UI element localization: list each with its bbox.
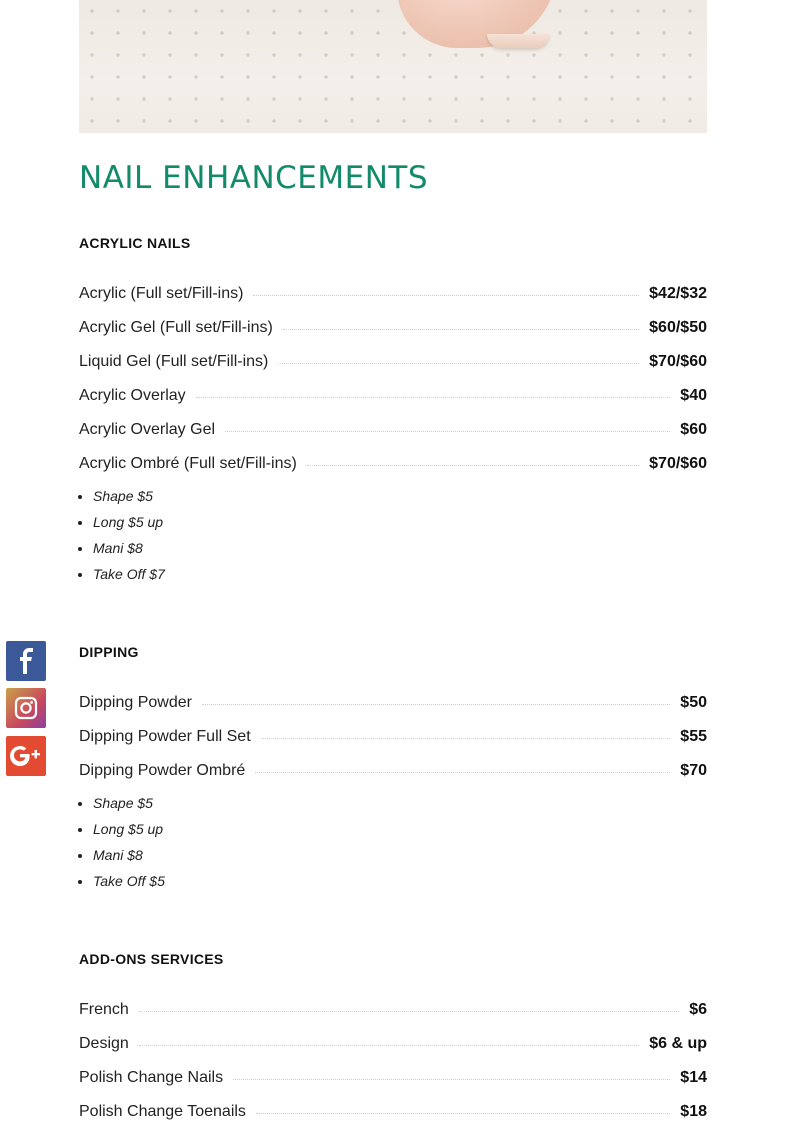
service-name: Dipping Powder Ombré	[79, 762, 246, 779]
dotted-leader	[139, 1011, 679, 1012]
service-price: $6 & up	[649, 1035, 707, 1052]
category-title: ACRYLIC NAILS	[79, 235, 191, 251]
service-name: Acrylic (Full set/Fill-ins)	[79, 285, 244, 302]
price-list	[79, 686, 707, 788]
price-row	[79, 311, 707, 345]
dotted-leader	[253, 295, 639, 296]
service-name: French	[79, 1001, 129, 1018]
service-name: Dipping Powder Full Set	[79, 728, 251, 745]
service-name: Liquid Gel (Full set/Fill-ins)	[79, 353, 269, 370]
price-row	[79, 720, 707, 754]
dotted-leader	[202, 704, 670, 705]
category-add-ons	[79, 949, 707, 1129]
hero-image	[79, 0, 707, 133]
list-item: • Take Off $5	[93, 868, 707, 894]
category-acrylic-nails	[79, 233, 707, 587]
dotted-leader	[225, 431, 670, 432]
price-row	[79, 1027, 707, 1061]
service-price: $18	[680, 1103, 707, 1120]
service-price: $60/$50	[649, 319, 707, 336]
list-item: • Shape $5	[93, 483, 707, 509]
price-row	[79, 686, 707, 720]
price-row	[79, 1095, 707, 1129]
service-name: Dipping Powder	[79, 694, 192, 711]
instagram-icon	[14, 696, 38, 720]
list-item: • Take Off $7	[93, 561, 707, 587]
list-item: • Long $5 up	[93, 509, 707, 535]
section-title: NAIL ENHANCEMENTS	[79, 160, 429, 196]
dotted-leader	[256, 1113, 670, 1114]
price-row	[79, 413, 707, 447]
price-row	[79, 379, 707, 413]
service-name: Acrylic Overlay	[79, 387, 186, 404]
service-price: $40	[680, 387, 707, 404]
dotted-leader	[307, 465, 639, 466]
google-plus-icon	[10, 745, 42, 767]
instagram-link[interactable]	[6, 688, 46, 728]
dotted-leader	[283, 329, 639, 330]
service-price: $42/$32	[649, 285, 707, 302]
service-name: Polish Change Nails	[79, 1069, 224, 1086]
category-title: DIPPING	[79, 644, 139, 660]
service-name: Polish Change Toenails	[79, 1103, 246, 1120]
category-title: ADD-ONS SERVICES	[79, 951, 224, 967]
dotted-leader	[233, 1079, 670, 1080]
dotted-leader	[139, 1045, 639, 1046]
price-row	[79, 447, 707, 481]
dotted-leader	[196, 397, 671, 398]
service-price: $70/$60	[649, 353, 707, 370]
fabric-texture	[79, 0, 707, 133]
list-item: • Long $5 up	[93, 816, 707, 842]
service-name: Design	[79, 1035, 129, 1052]
extra-notes-list	[79, 790, 707, 894]
service-name: Acrylic Ombré (Full set/Fill-ins)	[79, 455, 297, 472]
price-row	[79, 1061, 707, 1095]
price-row	[79, 277, 707, 311]
dotted-leader	[255, 772, 670, 773]
service-price: $60	[680, 421, 707, 438]
service-price: $70	[680, 762, 707, 779]
list-item: • Shape $5	[93, 790, 707, 816]
list-item: • Mani $8	[93, 842, 707, 868]
price-row	[79, 754, 707, 788]
service-price: $6	[689, 1001, 707, 1018]
dotted-leader	[278, 363, 639, 364]
service-name: Acrylic Overlay Gel	[79, 421, 216, 438]
service-name: Acrylic Gel (Full set/Fill-ins)	[79, 319, 273, 336]
google-plus-link[interactable]	[6, 736, 46, 776]
dotted-leader	[261, 738, 671, 739]
price-row	[79, 345, 707, 379]
service-price: $70/$60	[649, 455, 707, 472]
facebook-link[interactable]	[6, 641, 46, 681]
list-item: • Mani $8	[93, 535, 707, 561]
service-price: $50	[680, 694, 707, 711]
price-row	[79, 993, 707, 1027]
extra-notes-list	[79, 483, 707, 587]
service-price: $55	[680, 728, 707, 745]
facebook-icon	[15, 648, 37, 674]
category-dipping	[79, 642, 707, 894]
service-price: $14	[680, 1069, 707, 1086]
price-list	[79, 993, 707, 1129]
nail-tip-shape	[487, 34, 549, 48]
price-list	[79, 277, 707, 481]
